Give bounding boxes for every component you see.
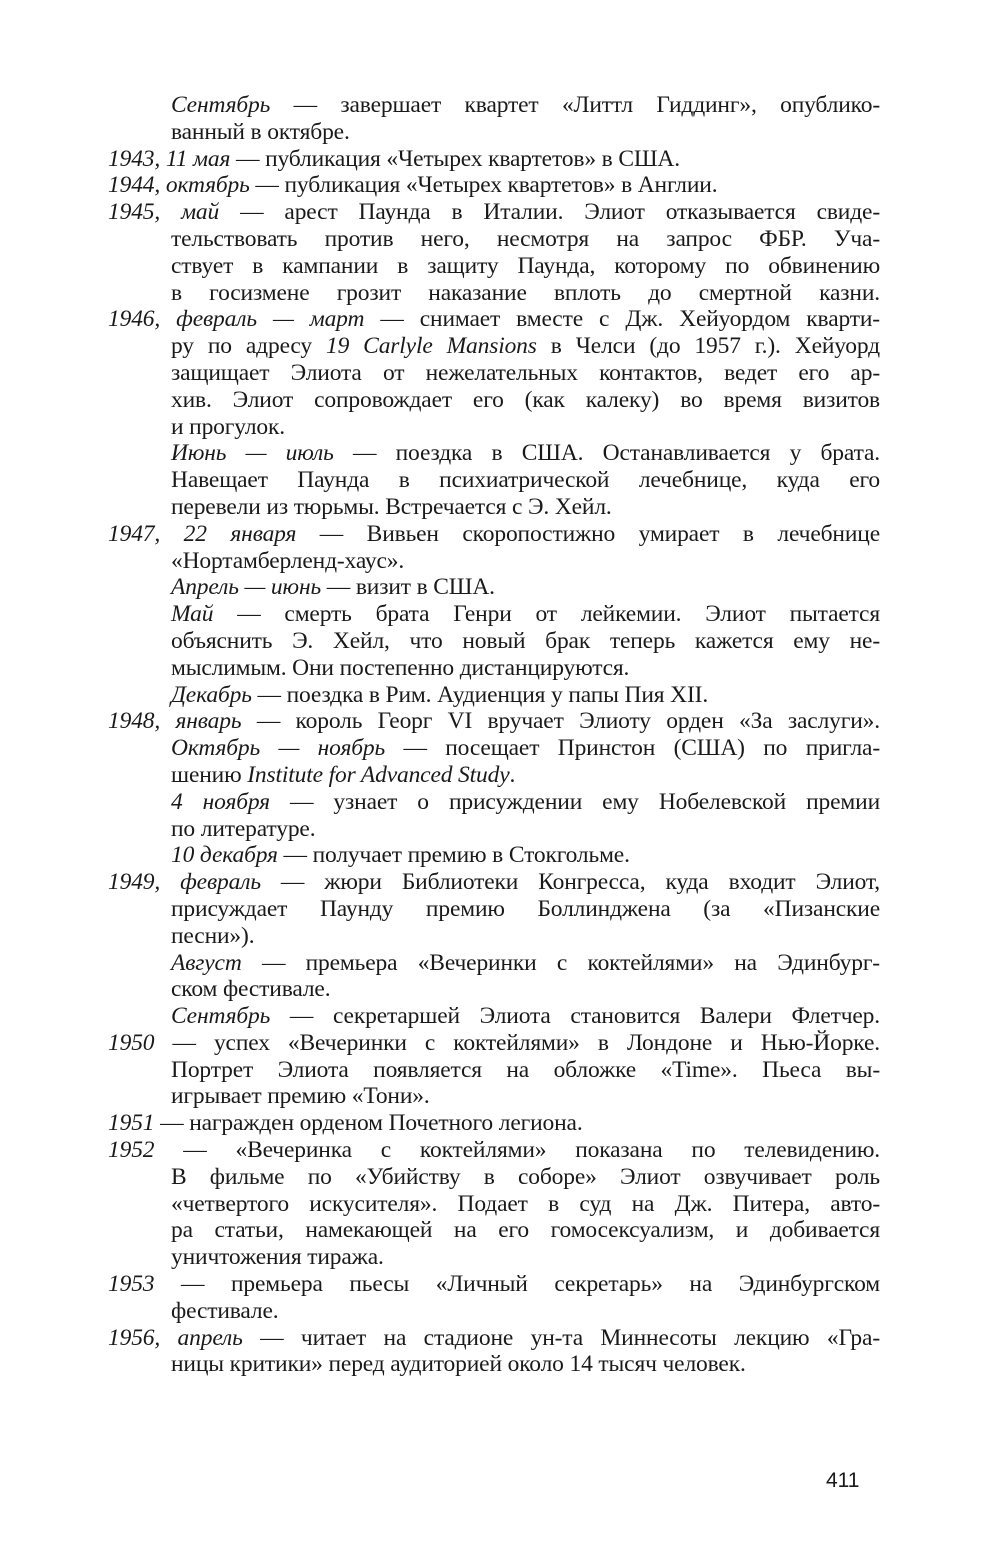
text-line: Сентябрь — секретаршей Элиота становится Валери Флетчер.: [171, 1003, 880, 1030]
text-line: 1952 — «Вечеринка с коктейлями» показана по телевидению.: [108, 1137, 880, 1164]
text-line: хив. Элиот сопровождает его (как калеку) во время визитов: [171, 386, 880, 413]
text-line: 1946, февраль — март — снимает вместе с Дж. Хейуордом кварти-: [108, 306, 880, 333]
text-line: мыслимым. Они постепенно дистанцируются.: [171, 654, 630, 681]
text-line: 1948, январь — король Георг VI вручает Элиоту орден «За заслуги».: [108, 708, 880, 735]
text-line: перевели из тюрьмы. Встречается с Э. Хейл.: [171, 493, 612, 520]
text-line: ра статьи, намекающей на его гомосексуализм, и добивается: [171, 1217, 880, 1244]
text-line: фестивале.: [171, 1297, 279, 1324]
text-line: Декабрь — поездка в Рим. Аудиенция у папы Пия XII.: [171, 681, 709, 708]
text-line: «четвертого искусителя». Подает в суд на Дж. Питера, авто-: [171, 1190, 880, 1217]
text-line: присуждает Паунду премию Боллинджена (за «Пизанские: [171, 895, 880, 922]
text-line: «Нортамберленд-хаус».: [171, 547, 405, 574]
text-line: защищает Элиота от нежелательных контактов, ведет его ар-: [171, 359, 880, 386]
text-line: В фильме по «Убийству в соборе» Элиот озвучивает роль: [171, 1163, 880, 1190]
text-line: уничтожения тиража.: [171, 1244, 384, 1271]
text-line: Октябрь — ноябрь — посещает Принстон (США) по пригла-: [171, 735, 880, 762]
text-line: 1943, 11 мая — публикация «Четырех квартетов» в США.: [108, 145, 680, 172]
text-line: ницы критики» перед аудиторией около 14 тысяч человек.: [171, 1351, 746, 1378]
text-line: по литературе.: [171, 815, 316, 842]
text-line: Портрет Элиота появляется на обложке «Time». Пьеса вы-: [171, 1056, 880, 1083]
chronology-text: [108, 92, 880, 1378]
text-line: 1949, февраль — жюри Библиотеки Конгресса, куда входит Элиот,: [108, 869, 880, 896]
text-line: Май — смерть брата Генри от лейкемии. Элиот пытается: [171, 601, 880, 628]
text-line: игрывает премию «Тони».: [171, 1083, 430, 1110]
text-line: и прогулок.: [171, 413, 286, 440]
text-line: Июнь — июль — поездка в США. Останавливается у брата.: [171, 440, 880, 467]
text-line: в госизмене грозит наказание вплоть до смертной казни.: [171, 279, 880, 306]
text-line: 4 ноября — узнает о присуждении ему Нобелевской премии: [171, 788, 880, 815]
text-line: шению Institute for Advanced Study.: [171, 761, 516, 788]
text-line: 1951 — награжден орденом Почетного легиона.: [108, 1110, 583, 1137]
text-line: 1956, апрель — читает на стадионе ун-та Миннесоты лекцию «Гра-: [108, 1324, 880, 1351]
text-line: Август — премьера «Вечеринки с коктейлями» на Эдинбург-: [171, 949, 880, 976]
text-line: 1944, октябрь — публикация «Четырех квартетов» в Англии.: [108, 172, 718, 199]
page-number: 411: [826, 1469, 860, 1492]
text-line: ствует в кампании в защиту Паунда, которому по обвинению: [171, 252, 880, 279]
text-line: ском фестивале.: [171, 976, 331, 1003]
text-line: Апрель — июнь — визит в США.: [171, 574, 495, 601]
text-line: объяснить Э. Хейл, что новый брак теперь кажется ему не-: [171, 627, 880, 654]
text-line: 1945, май — арест Паунда в Италии. Элиот отказывается свиде-: [108, 199, 880, 226]
text-line: 10 декабря — получает премию в Стокгольме.: [171, 842, 630, 869]
text-line: песни»).: [171, 922, 255, 949]
text-line: Навещает Паунда в психиатрической лечебнице, куда его: [171, 467, 880, 494]
text-line: ванный в октябре.: [171, 118, 350, 145]
text-line: тельствовать против него, несмотря на запрос ФБР. Уча-: [171, 225, 880, 252]
text-line: ру по адресу 19 Carlyle Mansions в Челси (до 1957 г.). Хейуорд: [171, 333, 880, 360]
text-line: 1953 — премьера пьесы «Личный секретарь» на Эдинбургском: [108, 1271, 880, 1298]
text-line: 1950 — успех «Вечеринки с коктейлями» в Лондоне и Нью-Йорке.: [108, 1029, 880, 1056]
text-line: 1947, 22 января — Вивьен скоропостижно умирает в лечебнице: [108, 520, 880, 547]
text-line: Сентябрь — завершает квартет «Литтл Гиддинг», опублико-: [171, 92, 880, 118]
